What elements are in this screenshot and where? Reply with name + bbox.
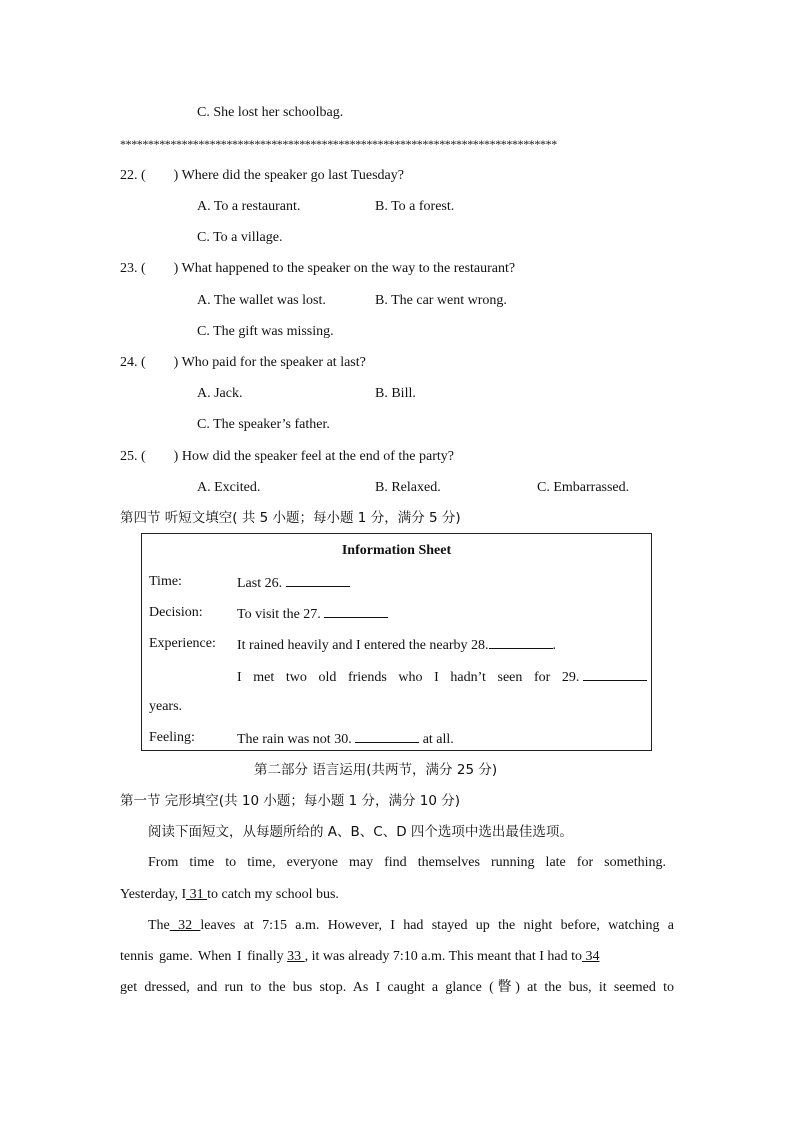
option-a: A. Excited.	[197, 480, 261, 495]
question-number: 23. (	[120, 261, 146, 276]
section-1-heading: 第一节 完形填空(共 10 小题；每小题 1 分，满分 10 分)	[120, 793, 461, 809]
question-text: What happened to the speaker on the way to the restaurant?	[181, 261, 516, 276]
option-c: C. The gift was missing.	[197, 324, 334, 339]
question-24: 24. ( ) Who paid for the speaker at last?	[120, 355, 366, 370]
question-22: 22. ( ) Where did the speaker go last Tuesday?	[120, 168, 404, 183]
option-c: C. Embarrassed.	[537, 480, 630, 495]
blank-28[interactable]	[489, 635, 553, 649]
question-number: 25. (	[120, 449, 146, 464]
option-c: C. The speaker’s father.	[197, 417, 330, 432]
passage-p2-line2: tennis game. When I finally 33 , it was already 7:10 a.m. This meant that I had to 34	[120, 949, 600, 964]
experience-row-1: It rained heavily and I entered the nearby 28. .	[237, 635, 556, 655]
blank-26[interactable]	[286, 573, 350, 587]
option-c: C. To a village.	[197, 230, 283, 245]
question-number: 22. (	[120, 168, 146, 183]
part-2-heading: 第二部分 语言运用(共两节，满分 25 分)	[254, 762, 498, 778]
question-text: Who paid for the speaker at last?	[181, 355, 366, 370]
blank-29[interactable]	[583, 667, 647, 681]
q21-option-c: C. She lost her schoolbag.	[197, 105, 344, 120]
separator-line: ******************************************************************************	[120, 137, 557, 151]
blank-33[interactable]: 33	[287, 949, 305, 964]
option-b: B. The car went wrong.	[375, 293, 507, 308]
blank-34[interactable]: 34	[581, 949, 600, 964]
option-b: B. To a forest.	[375, 199, 455, 214]
question-25: 25. ( ) How did the speaker feel at the end of the party?	[120, 449, 454, 464]
decision-label: Decision:	[149, 605, 203, 620]
question-23: 23. ( ) What happened to the speaker on the way to the restaurant?	[120, 261, 516, 276]
passage-p2-line3: get dressed, and run to the bus stop. As I caught a glance (瞥) at the bus, it seemed to	[120, 980, 674, 995]
feeling-row: The rain was not 30. at all.	[237, 729, 454, 749]
info-sheet-title: Information Sheet	[341, 543, 452, 558]
option-a: A. To a restaurant.	[197, 199, 301, 214]
question-text: Where did the speaker go last Tuesday?	[181, 168, 404, 183]
option-a: A. The wallet was lost.	[197, 293, 326, 308]
option-a: A. Jack.	[197, 386, 243, 401]
decision-row: To visit the 27.	[237, 604, 388, 624]
blank-32[interactable]: 32	[169, 918, 201, 933]
experience-row-3: years.	[149, 699, 183, 714]
option-b: B. Bill.	[375, 386, 416, 401]
instruction-text: 阅读下面短文，从每题所给的 A、B、C、D 四个选项中选出最佳选项。	[148, 824, 573, 840]
information-sheet	[141, 533, 652, 751]
section-4-heading: 第四节 听短文填空( 共 5 小题；每小题 1 分，满分 5 分)	[120, 510, 461, 526]
question-number: 24. (	[120, 355, 146, 370]
blank-31[interactable]: 31	[186, 887, 208, 902]
time-label: Time:	[149, 574, 182, 589]
blank-30[interactable]	[355, 729, 419, 743]
passage-p1-line2: Yesterday, I 31 to catch my school bus.	[120, 887, 339, 902]
experience-label: Experience:	[149, 636, 216, 651]
passage-p2-line1: The 32 leaves at 7:15 a.m. However, I had stayed up the night before, watching a	[148, 918, 675, 933]
blank-27[interactable]	[324, 604, 388, 618]
time-row: Last 26.	[237, 573, 350, 593]
passage-p1-line1: From time to time, everyone may find themselves running late for something.	[148, 855, 666, 870]
feeling-label: Feeling:	[149, 730, 195, 745]
question-text: How did the speaker feel at the end of the party?	[181, 449, 454, 464]
option-b: B. Relaxed.	[375, 480, 441, 495]
experience-row-2: I met two old friends who I hadn’t seen for 29.	[237, 667, 647, 687]
